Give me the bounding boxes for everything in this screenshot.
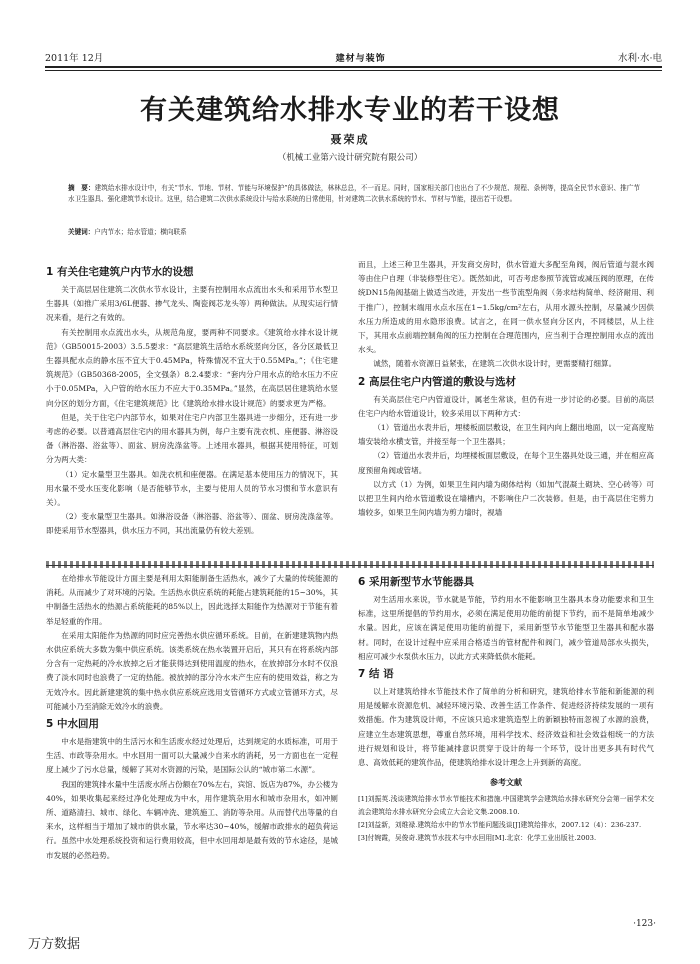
header-rule-thin [45,70,662,71]
watermark: 万方数据 [28,937,81,952]
section-heading-6: 6 采用新型节水节能器具 [358,576,474,588]
paragraph: 在给排水节能设计方面主要是利用太阳能制备生活热水，减少了大量的传统能源的消耗。从而减少了对环境的污染。生活热水供应系统的耗能占建筑耗能的15~30%，其中制备生活热水的热源占系统能耗的85%以上，因此选择太阳能作为热源对于节能有着举足轻重的作用。 [46,574,338,626]
paragraph: 有关高层住宅户内管道设计，属老生常谈，但仍有进一步讨论的必要。目前的高层住宅户内给水管道设计，较多采用以下两种方式： [358,394,654,418]
article-author: 聂荣成 [330,133,370,146]
reference-item: [2]刘益新，刘维禄.建筑给水中的节水节能问题浅谈[J]建筑给排水，2007.12（4）：236-237. [358,821,642,830]
section-heading-5: 5 中水回用 [46,718,99,731]
column-top-left [46,262,338,539]
paragraph: （2）变水量型卫生器具。如淋浴设备（淋浴器、浴盆等）、面盆、厨房洗涤盆等。即使采用节水型器具，供水压力不同，其出流量仍有较大差别。 [46,512,338,536]
keywords-label: 关键词： [68,228,95,236]
paragraph: 中水是指建筑中的生活污水和生活废水经过处理后，达到规定的水质标准，可用于生活、市政等杂用水。中水回用一面可以大量减少自来水的消耗，另一方面也在一定程度上减少了污水总量，缓解了其对水资源的污染，是国际公认的“城市第二水源”。 [46,737,338,775]
page-number: ·123· [633,919,656,929]
paragraph: （2）管道出水表井后，均埋楼板面层敷设，在每个卫生器具处设三通，并在相应高度预留角阀或管堵。 [358,451,654,475]
column-bottom-right [358,572,654,845]
header-date: 2011年 12月 [45,53,104,64]
paragraph: 以方式（1）为例，如果卫生间内墙为砌体结构（如加气混凝土砌块、空心砖等）可以把卫生间内给水管道敷设在墙槽内，不影响住户二次装修。但是，由于高层住宅剪力墙较多，如果卫生间内墙为剪力墙时，视墙 [358,479,654,518]
reference-item: [3]付婉霞，吴俊奇.建筑节水技术与中水回用[M].北京：化学工业出版社.2003. [358,834,597,843]
paragraph: （1）定水量型卫生器具。如洗衣机和座便器。在满足基本使用压力的情况下，其用水量不受水压变化影响（是否能够节水，主要与使用人员的节水习惯和节水意识有关）。 [46,469,338,508]
paragraph: 而且，上述三种卫生器具，开发商交房时，供水管道大多配至角阀，阀后管道与混水阀等由住户自理（非装修型住宅）。既然如此，可否考虑参照节流管或减压阀的原理，在传统DN15角阀基础上做适当改进，开发出一些节流型角阀（务求结构简单、经济耐用、利于推广），控制末端用水点水压在1~1.5kg/cm²左右，从用水源头控制，尽量减少因供水压力所造成的用水隐形浪费。试言之，在同一供水竖向分区内，不同楼层，从上往下，其用水点前端控制角阀的压力控制在合理范围内，应当利于合理控制用水点的流出水头。 [358,260,654,355]
paragraph: 对生活用水来说，节水就是节能，节约用水不能影响卫生器具本身功能要求和卫生标准，这里所提倡的节约用水，必须在满足使用功能的前提下节约，而不是简单地减少水量。因此，应该在满足使用功能的前提下，采用新型节水节能型卫生器具和配水器材。同时，在设计过程中应采用合格适当的管材配件和阀门，减少管道局部水头损失，相应可减少水泵供水压力，以此方式来降低供水能耗。 [358,595,654,661]
keywords [68,226,640,236]
paragraph: 关于高层居住建筑二次供水节水设计，主要有控制用水点流出水头和采用节水型卫生器具（如推广采用3/6L便器、掺气龙头、陶瓷阀芯龙头等）两种做法。从现实运行情况来看，是行之有效的。 [46,285,338,323]
section-heading-7: 7 结 语 [358,668,394,681]
references-title: 参考文献 [490,778,522,788]
article-separator-rule [46,565,654,566]
abstract-label: 摘 要： [68,184,95,192]
running-header [45,48,662,64]
article-title: 有关建筑给水排水专业的若干设想 [140,95,560,126]
abstract [68,183,640,205]
column-bottom-left [46,572,338,863]
header-journal-name: 建材与装饰 [335,54,386,64]
paragraph: 但是，关于住宅户内部节水，如果对住宅户内部卫生器具进一步细分，还有进一步考虑的必要。以普通高层住宅内的用水器具为例，每户主要有洗衣机、座便器、淋浴设备（淋浴器、浴盆等）、面盆、厨房洗涤盆等。上述用水器具，根据其使用特征，可划分为两大类： [46,412,338,465]
keywords-text: 户内节水；给水管道；横向联系 [94,228,187,236]
paragraph: 以上对建筑给排水节能技术作了简单的分析和研究，建筑给排水节能和新能源的利用是缓解水资源危机、减轻环境污染、改善生活工作条件、促进经济持续发展的一项有效措施。作为建筑设计师，不应该只追求建筑造型上的新颖独特而忽视了水源的浪费，应建立生态建筑思想，尊重自然环境，用科学技术、经济效益和社会效益相统一的方法进行规划和设计，将节能减排意识贯穿于设计的每一个环节，设计出更多具有时代气息、高效低耗的建筑作品，使建筑给排水设计理念上升到新的高度。 [358,687,654,768]
paragraph: （1）管道出水表井后，埋楼板面层敷设，在卫生间内向上翻出地面，以一定高度贴墙安装给水横支管，并接至每一个卫生器具； [358,423,654,447]
paragraph: 我国的建筑排水量中生活废水所占份额在70%左右，宾馆、饭店为87%，办公楼为40%，如果收集起来经过净化处理成为中水，用作建筑杂用水和城市杂用水，如冲厕所、道路清扫、城市、绿化、车辆冲洗、建筑施工、消防等杂用。从而替代出等量的自来水，这样相当于增加了城市的供水量，节水率达30~40%，缓解市政排水的超负荷运行。虽然中水处理系统投资和运行费用较高，但中水回用却是最有效的节水途径，是城市发展的必然趋势。 [46,779,338,860]
header-section: 水利·水·电 [617,53,662,64]
reference-item: [1]刘振英.浅谈建筑给排水节水节能技术和措施.中国建筑学会建筑给水排水研究分会第一届学术交流会建筑给水排水研究分会成立大会论文集.2008.10. [358,795,654,817]
paragraph: 有关控制用水点流出水头，从规范角度，要两种不同要求。《建筑给水排水设计规范》（GB50015-2003）3.5.5要求：“高层建筑生活给水系统竖向分区，各分区最低卫生器具配水点的静水压不宜大于0.45MPa，特殊情况不宜大于0.55MPa。”；《住宅建筑规范》（GB50368-2005，全文强条）8.2.4要求：“套内分户用水点的给水压力不应小于0.05MPa，入户管的给水压力不应大于0.35MPa。”显然，在高层居住建筑给水竖向分区的划分方面，《住宅建筑规范》比《建筑给水排水设计规范》的要求更为严格。 [46,327,338,408]
paragraph: 在采用太阳能作为热源的同时应完善热水供应循环系统。目前，在新建建筑物内热水供应系统大多数为集中供应系统。该类系统在热水装置开启后，其只有在将系统内部分含有一定热耗的冷水放掉之后才能获得达到使用温度的热水，在放掉部分水时不仅浪费了淡水同时也浪费了一定的热能。被放掉的部分冷水未产生应有的使用效益，称之为无效冷水。因此新建建筑的集中热水供应系统应选用支管循环方式或立管循环方式，尽可能减小乃至消除无效冷水的浪费。 [46,630,338,711]
article-affiliation: （机械工业第六设计研究院有限公司） [277,153,423,163]
abstract-text: 建筑给水排水设计中，有关“节水、节地、节材、节能与环境保护”的具体做法，林林总总，不一而足。同时，国家相关部门也出台了不少规范、规程、条例等，提高全民节水意识、推广节水卫生器具、强化建筑节水设计。这里，结合建筑二次供水系统设计与给水系统的日常使用，针对建筑二次供水系统的节水、节材与节能，提出若干设想。 [68,184,641,204]
column-top-right [358,258,654,520]
header-rule-thick [45,66,662,68]
section-heading-2: 2 高层住宅户内管道的敷设与选材 [358,375,516,388]
paragraph: 诚然，随着水资源日益紧张，在建筑二次供水设计时，更需要精打细算。 [373,359,617,369]
section-heading-1: 1 有关住宅建筑户内节水的设想 [46,266,194,278]
